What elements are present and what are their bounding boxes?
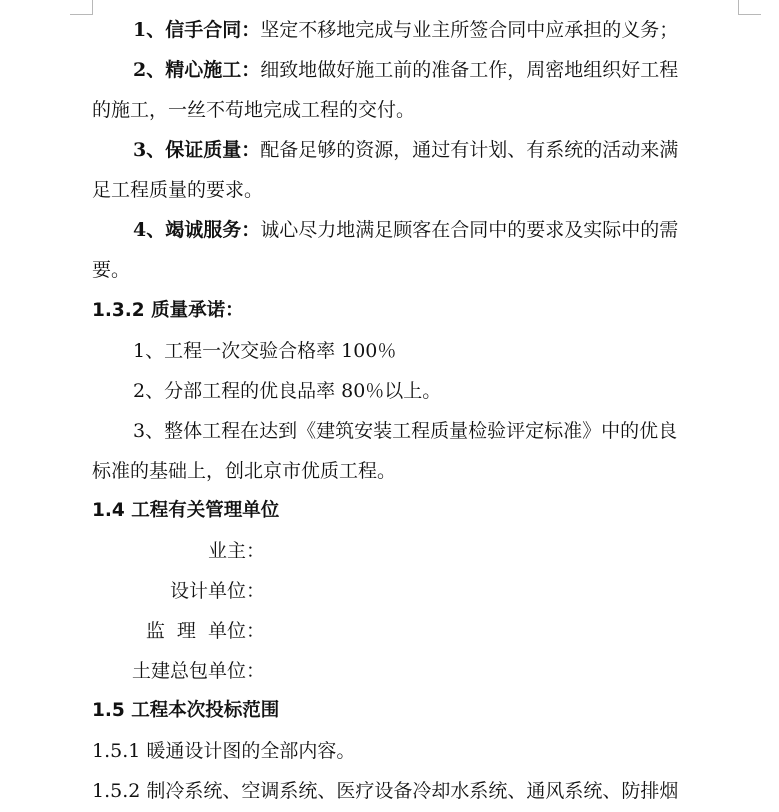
commitment-title: 4、竭诚服务： — [133, 219, 261, 241]
page-corner-mark-right — [738, 0, 761, 15]
commitment-title: 3、保证质量： — [133, 139, 261, 161]
quality-item-1: 1、工程一次交验合格率 100％ — [133, 340, 397, 362]
section-heading-bid-scope: 1.5 工程本次投标范围 — [92, 700, 280, 721]
quality-item-3: 3、整体工程在达到《建筑安装工程质量检验评定标准》中的优良 — [133, 420, 678, 442]
commitment-title: 2、精心施工： — [133, 59, 261, 81]
quality-item-3-continuation: 标准的基础上，创北京市优质工程。 — [92, 460, 397, 482]
commitment-4-continuation: 要。 — [92, 259, 131, 281]
commitment-3-continuation: 足工程质量的要求。 — [92, 179, 264, 201]
quality-item-2: 2、分部工程的优良品率 80％以上。 — [133, 380, 442, 402]
label-owner: 业主： — [207, 540, 265, 562]
commitment-1 — [133, 18, 723, 44]
commitment-title: 1、信手合同： — [133, 19, 261, 41]
section-heading-quality-promise: 1.3.2 质量承诺： — [92, 300, 244, 321]
commitment-text: 配备足够的资源，通过有计划、有系统的活动来满 — [260, 139, 679, 161]
page-corner-mark-left — [70, 0, 93, 15]
section-heading-management-units: 1.4 工程有关管理单位 — [92, 500, 280, 521]
commitment-text: 细致地做好施工前的准备工作，周密地组织好工程 — [260, 59, 679, 81]
commitment-2 — [133, 58, 723, 84]
commitment-4 — [133, 218, 723, 244]
commitment-text: 坚定不移地完成与业主所签合同中应承担的义务； — [260, 19, 679, 41]
label-design-unit: 设计单位： — [169, 580, 265, 602]
commitment-text: 诚心尽力地满足顾客在合同中的要求及实际中的需 — [260, 219, 679, 241]
commitment-2-continuation: 的施工，一丝不苟地完成工程的交付。 — [92, 99, 416, 121]
commitment-3 — [133, 138, 723, 164]
scope-item-2: 1.5.2 制冷系统、空调系统、医疗设备冷却水系统、通风系统、防排烟 — [92, 780, 679, 802]
scope-item-1: 1.5.1 暖通设计图的全部内容。 — [92, 740, 356, 762]
label-supervision-unit: 监 理 单位： — [145, 620, 265, 642]
label-general-contractor: 土建总包单位： — [131, 660, 265, 682]
